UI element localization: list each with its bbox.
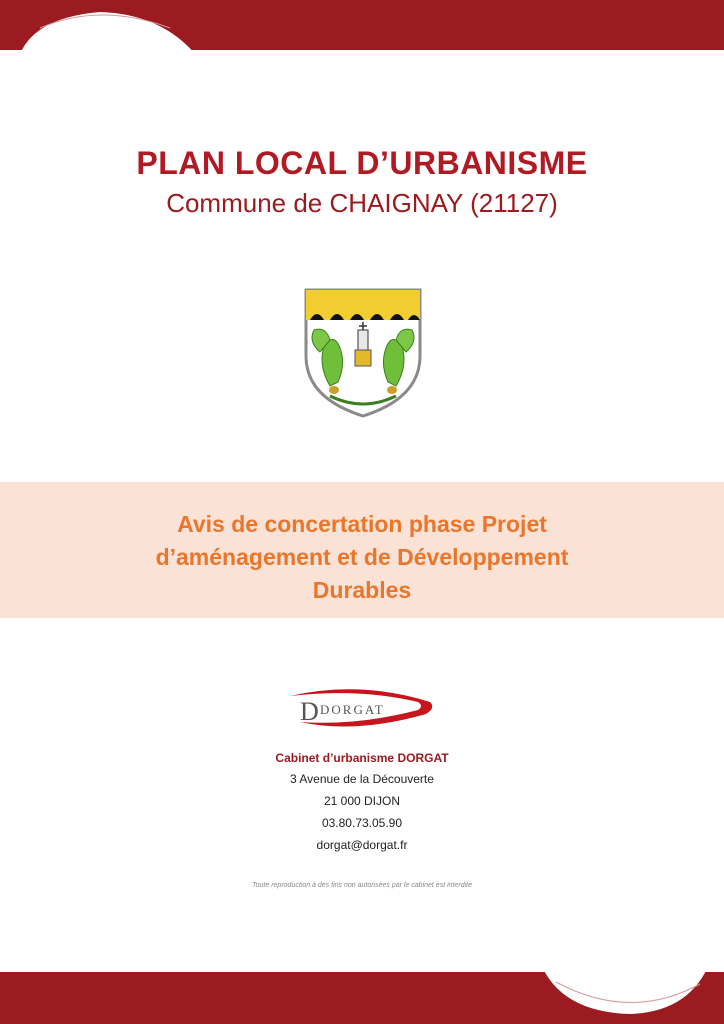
coat-of-arms-icon [300, 286, 426, 420]
disclaimer-text: Toute reproduction à des fins non autorisées par le cabinet est interdite [252, 882, 472, 889]
contact-block [0, 748, 724, 856]
firm-city: 21 000 DIJON [323, 794, 401, 808]
notice-line: Durables [312, 577, 412, 603]
notice-text [0, 508, 724, 607]
dorgat-logo-icon [286, 686, 434, 730]
logo-text: DORGAT [320, 702, 385, 717]
firm-address: 3 Avenue de la Découverte [290, 772, 434, 786]
title-block [0, 143, 724, 221]
bottom-arc-decoration [0, 962, 724, 1024]
firm-email[interactable]: dorgat@dorgat.fr [316, 838, 408, 852]
notice-line: d’aménagement et de Développement [155, 544, 569, 570]
notice-line: Avis de concertation phase Projet [177, 511, 547, 537]
firm-phone[interactable]: 03.80.73.05.90 [321, 816, 403, 830]
page-subtitle: Commune de CHAIGNAY (21127) [166, 188, 558, 218]
page-title: PLAN LOCAL D’URBANISME [136, 145, 588, 181]
svg-text:D: D [300, 697, 319, 726]
firm-name: Cabinet d’urbanisme DORGAT [275, 751, 449, 765]
top-arc-decoration [0, 0, 724, 60]
